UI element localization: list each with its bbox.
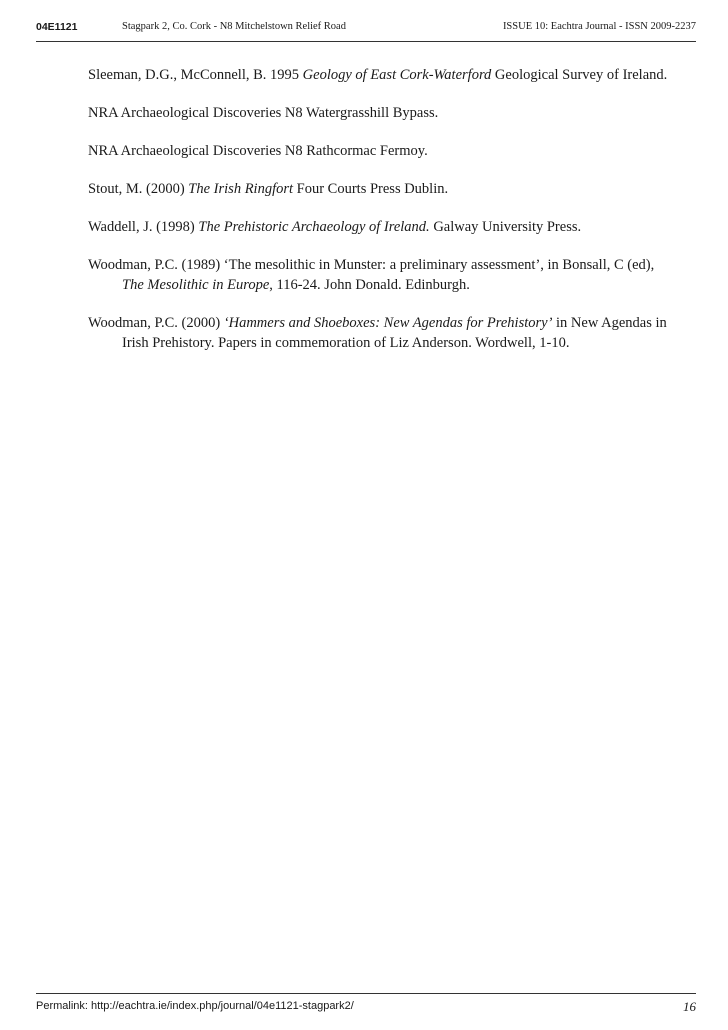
reference-entry: Sleeman, D.G., McConnell, B. 1995 Geology of East Cork-Waterford Geological Survey of Ireland. — [88, 67, 668, 83]
reference-entry: NRA Archaeological Discoveries N8 Rathcormac Fermoy. — [88, 143, 428, 159]
reference-entry: Woodman, P.C. (2000) ‘Hammers and Shoeboxes: New Agendas for Prehistory’ in New Agendas in Irish Prehistory. Papers in commemoration of Liz Anderson. Wordwell, 1-10. — [88, 315, 667, 351]
page-header — [36, 19, 696, 42]
site-name: Stagpark 2, Co. Cork - N8 Mitchelstown Relief Road — [122, 21, 346, 32]
page-number: 16 — [683, 999, 696, 1014]
reference-entry: NRA Archaeological Discoveries N8 Watergrasshill Bypass. — [88, 105, 439, 121]
journal-issue: ISSUE 10: Eachtra Journal - ISSN 2009-2237 — [502, 21, 696, 32]
reference-entry: Woodman, P.C. (1989) ‘The mesolithic in Munster: a preliminary assessment’, in Bonsall, C (ed), The Mesolithic in Europe, 116-24. John Donald. Edinburgh. — [88, 257, 655, 293]
reference-list — [88, 65, 668, 371]
page-footer — [36, 993, 696, 1016]
permalink-link[interactable]: Permalink: http://eachtra.ie/index.php/journal/04e1121-stagpark2/ — [36, 1000, 354, 1012]
site-code: 04E1121 — [36, 21, 78, 33]
reference-entry: Waddell, J. (1998) The Prehistoric Archaeology of Ireland. Galway University Press. — [88, 219, 582, 235]
reference-entry: Stout, M. (2000) The Irish Ringfort Four Courts Press Dublin. — [88, 181, 449, 197]
